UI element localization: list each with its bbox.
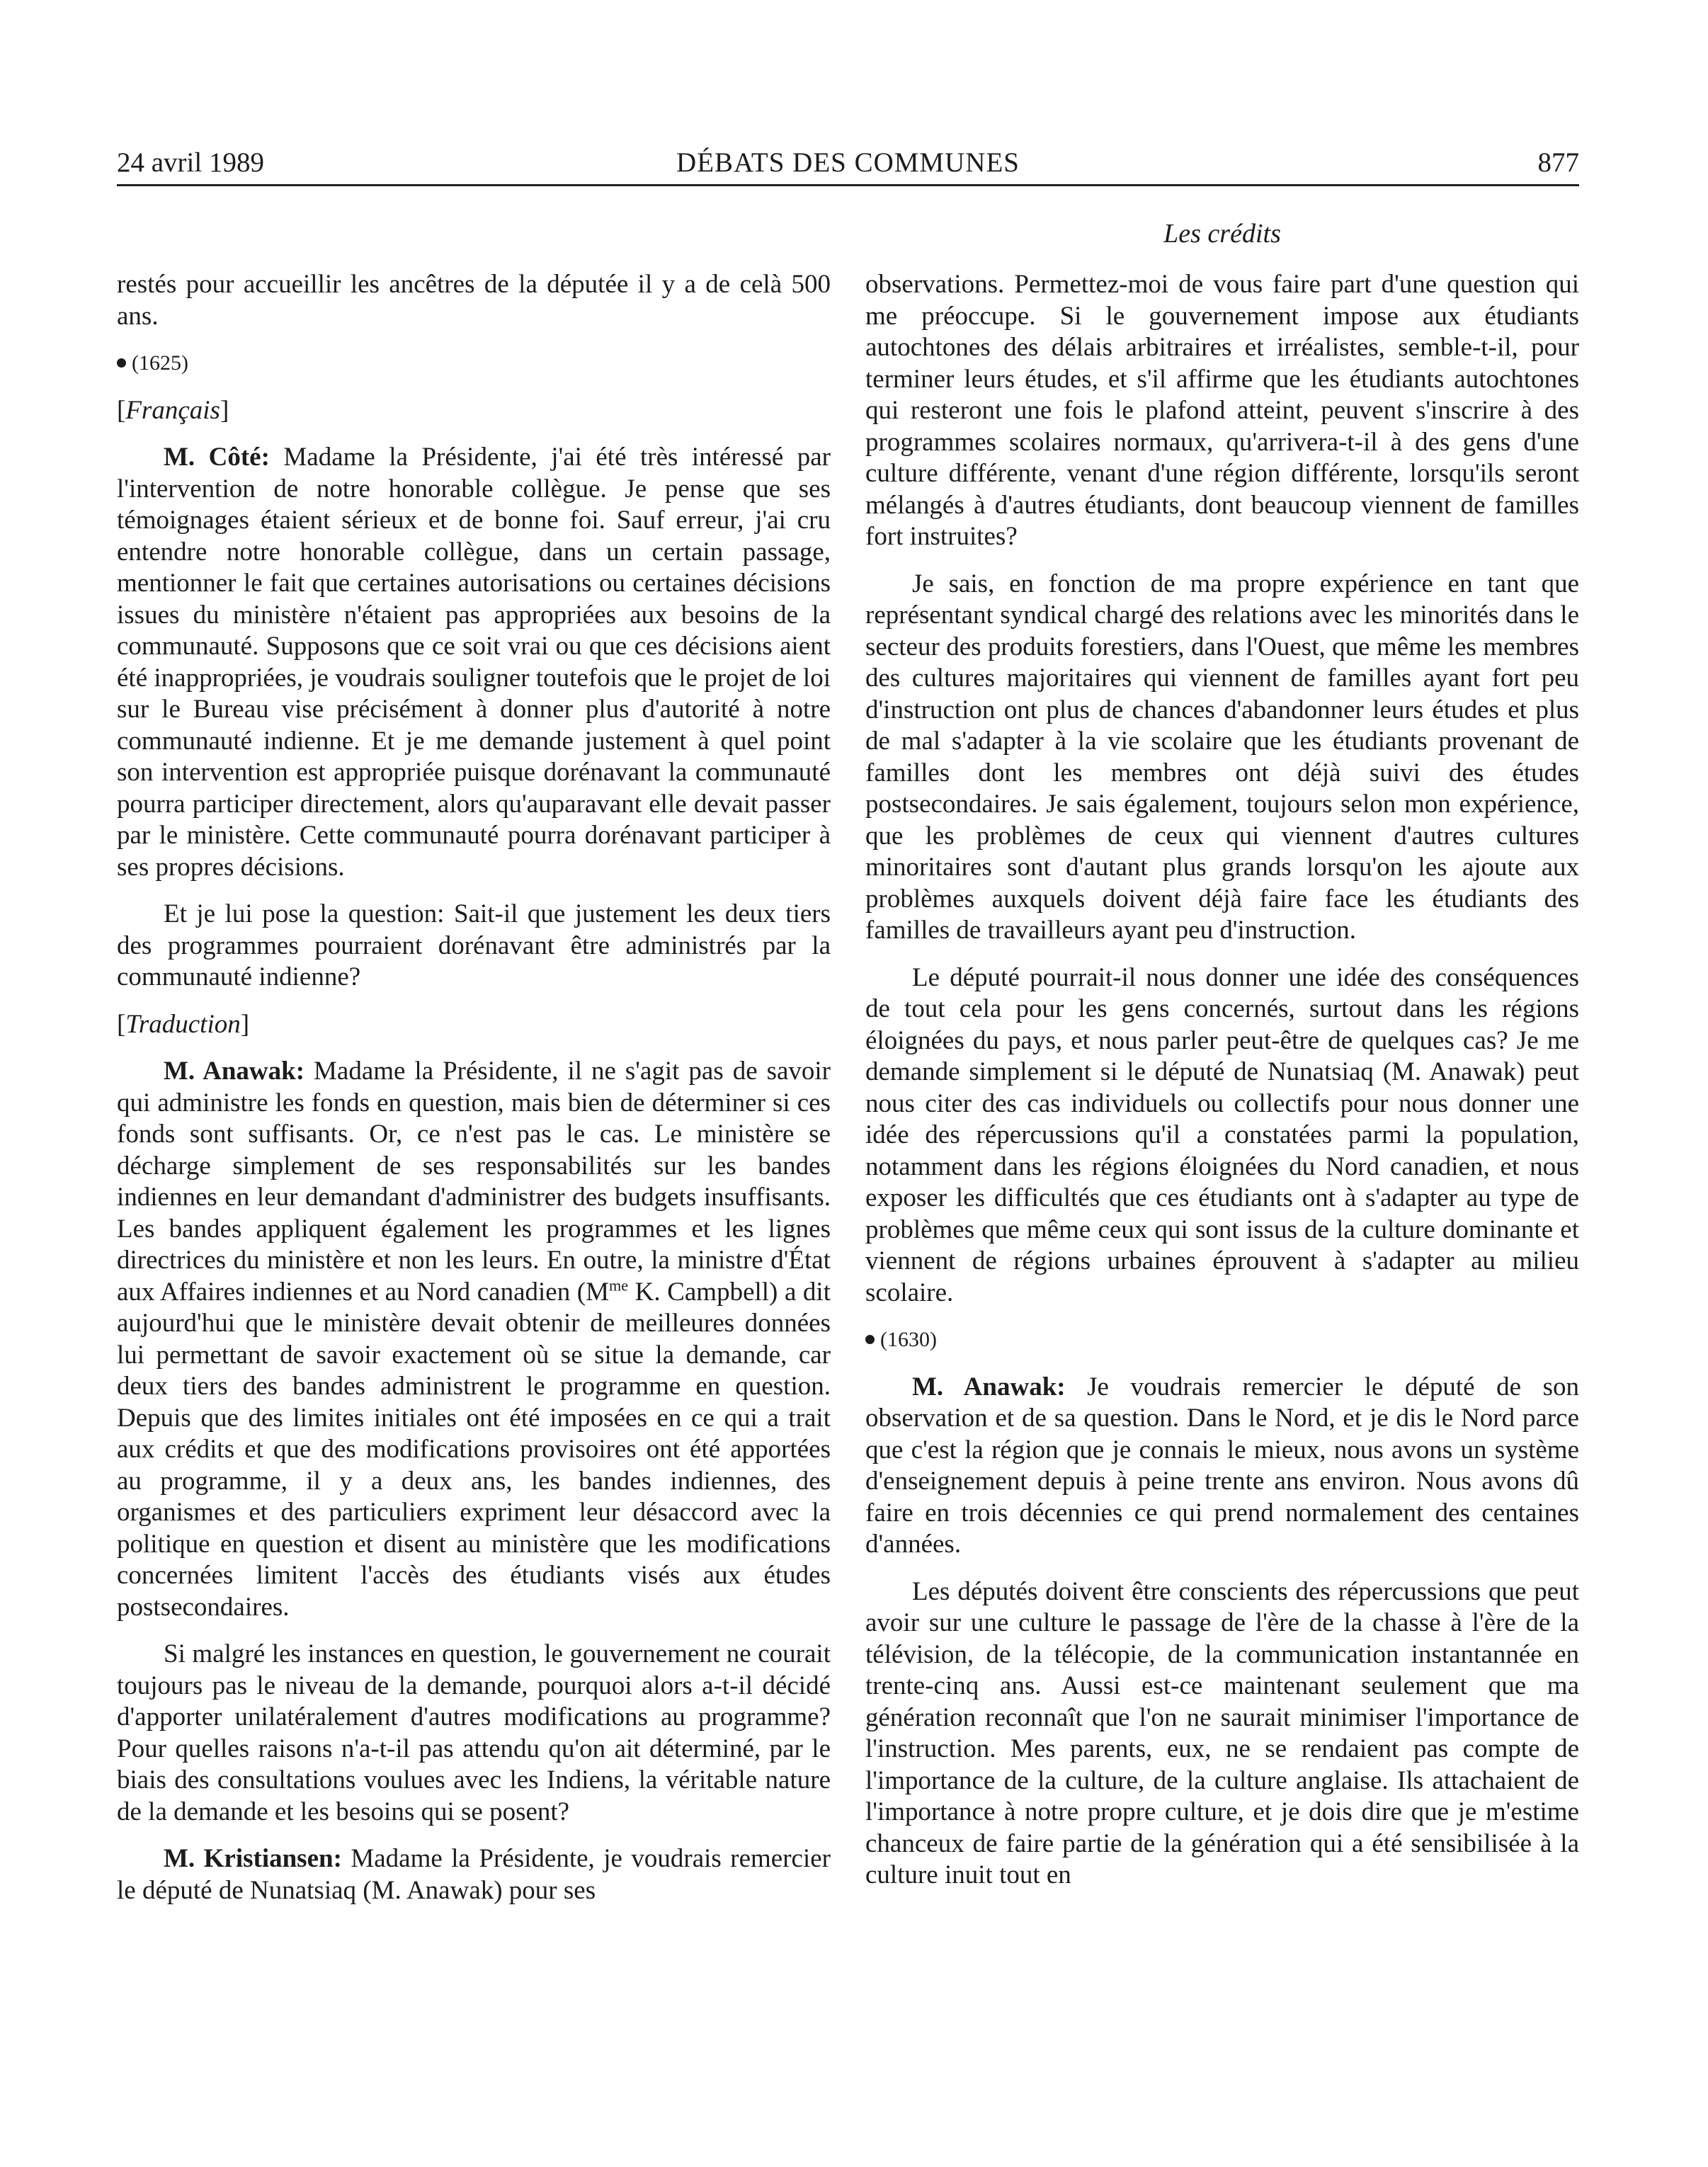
language-label: Français (125, 395, 220, 425)
speech-paragraph (865, 1372, 1579, 1561)
bullet-icon (865, 1335, 875, 1344)
section-title: Les crédits (1163, 219, 1281, 249)
speech-text: Madame la Présidente, il ne s'agit pas de savoir qui administre les fonds en question, mais bien de déterminer si ces fonds sont suffisants. Or, ce n'est pas le cas. Le ministère se décharge simplement de ses responsabilités sur les bandes indiennes en leur demandant d'administrer des budgets insuffisants. Les bandes appliquent également les programmes et les lignes directrices du ministère et non les leurs. En outre, la ministre d'État aux Affaires indiennes et au Nord canadien (M (117, 1057, 831, 1307)
bracket-close: ] (240, 1009, 250, 1039)
time-stamp (865, 1324, 1579, 1356)
time-stamp-text: (1630) (880, 1328, 937, 1351)
bullet-icon (117, 358, 126, 368)
paragraph: Je sais, en fonction de ma propre expérience en tant que représentant syndical chargé des relations avec les minorités dans le secteur des produits forestiers, dans l'Ouest, que même les membres des cultures majoritaires qui viennent de familles ayant fort peu d'instruction ont plus de chances d'abandonner leurs études et plus de mal s'adapter à la vie scolaire que les étudiants provenant de familles dont les membres ont déjà suivi des études postsecondaires. Je sais également, toujours selon mon expérience, que les problèmes de ceux qui viennent d'autres cultures minoritaires sont d'autant plus grands lorsqu'on les ajoute aux problèmes auxquels doivent déjà faire face les étudiants des familles de travailleurs ayant peu d'instruction. (865, 569, 1579, 945)
language-label: Traduction (125, 1009, 241, 1039)
page-number: 877 (1537, 147, 1579, 178)
speech-text: Madame la Présidente, je voudrais remercier le député de Nunatsiaq (M. Anawak) pour ses (117, 1844, 831, 1905)
time-stamp-text: (1625) (132, 351, 188, 375)
speaker-name: M. Anawak: (912, 1372, 1066, 1401)
paragraph: Les députés doivent être conscients des répercussions que peut avoir sur une culture le passage de l'ère de la chasse à l'ère de la télévision, de la télécopie, de la communication instantannée en trente-cinq ans. Aussi est-ce maintenant seulement que ma génération reconnaît que l'on ne saurait minimiser l'importance de l'instruction. Mes parents, eux, ne se rendaient pas compte de l'importance de la culture, de la culture anglaise. Ils attachaient de l'importance à notre propre culture, et je dois dire que je m'estime chanceux de faire partie de la génération qui a été sensibilisée à la culture inuit tout en (865, 1576, 1579, 1889)
paragraph: Si malgré les instances en question, le gouvernement ne courait toujours pas le niveau de la demande, pourquoi alors a-t-il décidé d'apporter unilatéralement d'autres modifications au programme? Pour quelles raisons n'a-t-il pas attendu qu'on ait déterminé, par le biais des consultations voulues avec les Indiens, la véritable nature de la demande et les besoins qui se posent? (117, 1639, 831, 1826)
speaker-name: M. Kristiansen: (164, 1844, 342, 1873)
speech-paragraph (117, 442, 831, 883)
header-title: DÉBATS DES COMMUNES (676, 147, 1020, 178)
right-column (865, 269, 1579, 1907)
bracket-open: [ (117, 1009, 126, 1039)
bracket-open: [ (117, 395, 126, 425)
paragraph: restés pour accueillir les ancêtres de la députée il y a de celà 500 ans. (117, 270, 831, 331)
page-header (117, 145, 1579, 188)
paragraph: observations. Permettez-moi de vous faire part d'une question qui me préoccupe. Si le gouvernement impose aux étudiants autochtones des délais arbitraires et irréalistes, semble-t-il, pour terminer leurs études, et s'il affirme que les étudiants autochtones qui resteront une fois le plafond atteint, peuvent s'inscrire à des programmes scolaires normaux, qu'arrivera-t-il à des gens d'une culture différente, venant d'une région différente, lorsqu'ils seront mélangés à d'autres étudiants, dont beaucoup viennent de familles fort instruites? (865, 270, 1579, 551)
speaker-name: M. Anawak: (164, 1057, 305, 1086)
speaker-name: M. Côté: (164, 443, 270, 472)
superscript: me (609, 1276, 629, 1295)
speech-text: Madame la Présidente, j'ai été très intéressé par l'intervention de notre honorable collègue. Je pense que ses témoignages étaient sérieux et de bonne foi. Sauf erreur, j'ai cru entendre notre honorable collègue, dans un certain passage, mentionner le fait que certaines autorisations ou certaines décisions issues du ministère n'étaient pas appropriées aux besoins de la communauté. Supposons que ce soit vrai ou que ces décisions aient été inappropriées, je voudrais souligner toutefois que le projet de loi sur le Bureau vise précisément à donner plus d'autorité à notre communauté indienne. Et je me demande justement à quel point son intervention est appropriée puisque dorénavant la communauté pourra participer directement, alors qu'auparavant elle devait passer par le ministère. Cette communauté pourra dorénavant participer à ses propres décisions. (117, 443, 831, 882)
bracket-close: ] (220, 395, 229, 425)
speech-paragraph (117, 1056, 831, 1623)
language-marker (117, 395, 831, 427)
speech-paragraph (117, 1843, 831, 1906)
paragraph: Le député pourrait-il nous donner une idée des conséquences de tout cela pour les gens concernés, surtout dans les régions éloignées du pays, et nous parler peut-être de quelques cas? Je me demande simplement si le député de Nunatsiaq (M. Anawak) peut nous citer des cas individuels ou collectifs pour nous donner une idée des répercussions qu'il a constatées parmi la population, notamment dans les régions éloignées du Nord canadien, et nous exposer les difficultés que ces étudiants ont à s'adapter au type de problèmes que même ceux qui sont issus de la culture dominante et viennent de régions urbaines éprouvent à s'adapter au milieu scolaire. (865, 962, 1579, 1307)
header-date: 24 avril 1989 (117, 147, 264, 178)
language-marker (117, 1009, 831, 1041)
speech-text: Je voudrais remercier le député de son observation et de sa question. Dans le Nord, et je dis le Nord parce que c'est la région que je connais le mieux, nous avons un système d'enseignement depuis à peine trente ans environ. Nous avons dû faire en trois décennies ce qui prend normalement des centaines d'années. (865, 1372, 1579, 1559)
time-stamp (117, 348, 831, 380)
speech-text: K. Campbell) a dit aujourd'hui que le ministère devait obtenir de meilleures données lui permettant de savoir exactement où se situe la demande, car deux tiers des bandes administrent le programme en question. Depuis que des limites initiales ont été imposées en ce qui a trait aux crédits et que des modifications provisoires ont été apportées au programme, il y a deux ans, les bandes indiennes, des organismes et des particuliers expriment leur désaccord avec la politique en question et disent au ministère que les modifications concernées limitent l'accès des étudiants visés aux études postsecondaires. (117, 1277, 831, 1622)
left-column (117, 269, 831, 1922)
paragraph: Et je lui pose la question: Sait-il que justement les deux tiers des programmes pourraient dorénavant être administrés par la communauté indienne? (117, 899, 831, 991)
header-rule (117, 184, 1579, 186)
